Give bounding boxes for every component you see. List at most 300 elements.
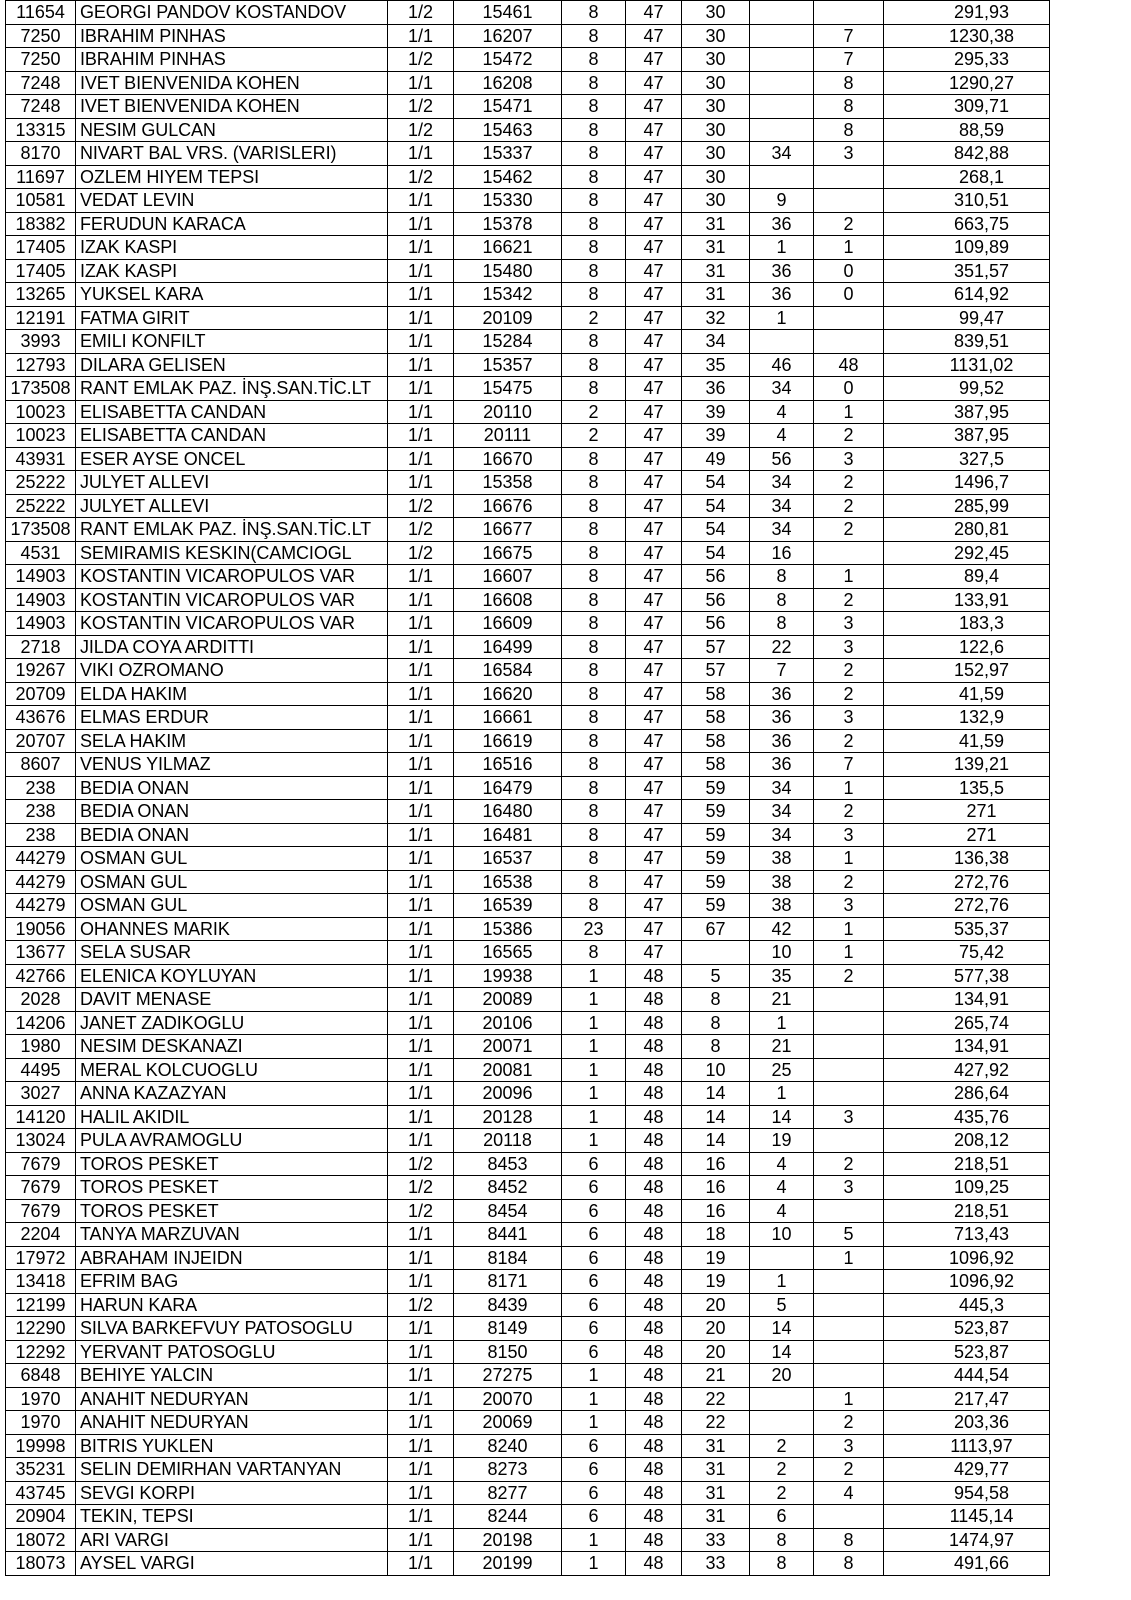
- cell-share: 1/1: [388, 635, 454, 659]
- table-row: [6, 1176, 1050, 1200]
- cell-block-b: 47: [626, 565, 682, 589]
- cell-sub-lot: 3: [814, 142, 884, 166]
- cell-lot: 34: [750, 377, 814, 401]
- cell-share: 1/1: [388, 1387, 454, 1411]
- cell-owner-name: RANT EMLAK PAZ. İNŞ.SAN.TİC.LT: [76, 518, 388, 542]
- cell-record-no: 16539: [454, 894, 562, 918]
- table-row: [6, 24, 1050, 48]
- cell-share: 1/1: [388, 706, 454, 730]
- cell-parcel: 31: [682, 259, 750, 283]
- cell-record-no: 20096: [454, 1082, 562, 1106]
- cell-lot: 34: [750, 494, 814, 518]
- cell-owner-name: JANET ZADIKOGLU: [76, 1011, 388, 1035]
- cell-sub-lot: [814, 1317, 884, 1341]
- cell-sub-lot: [814, 1293, 884, 1317]
- cell-share: 1/1: [388, 753, 454, 777]
- table-row: [6, 1505, 1050, 1529]
- table-row: [6, 494, 1050, 518]
- cell-block-b: 48: [626, 1364, 682, 1388]
- cell-parcel: 34: [682, 330, 750, 354]
- cell-amount: 217,47: [884, 1387, 1050, 1411]
- cell-block-a: 8: [562, 353, 626, 377]
- cell-amount: 1474,97: [884, 1528, 1050, 1552]
- cell-sub-lot: [814, 1082, 884, 1106]
- cell-record-no: 16479: [454, 776, 562, 800]
- cell-block-b: 47: [626, 800, 682, 824]
- cell-parcel: 58: [682, 753, 750, 777]
- cell-sub-lot: 8: [814, 95, 884, 119]
- cell-record-no: 16670: [454, 447, 562, 471]
- cell-share: 1/1: [388, 353, 454, 377]
- cell-parcel: 31: [682, 1505, 750, 1529]
- cell-amount: 535,37: [884, 917, 1050, 941]
- table-row: [6, 541, 1050, 565]
- table-row: [6, 729, 1050, 753]
- table-row: [6, 847, 1050, 871]
- cell-sub-lot: [814, 988, 884, 1012]
- cell-block-a: 6: [562, 1434, 626, 1458]
- table-row: [6, 400, 1050, 424]
- cell-amount: 89,4: [884, 565, 1050, 589]
- cell-record-no: 20128: [454, 1105, 562, 1129]
- cell-record-no: 16480: [454, 800, 562, 824]
- cell-block-b: 47: [626, 377, 682, 401]
- table-row: [6, 917, 1050, 941]
- cell-block-b: 47: [626, 588, 682, 612]
- cell-owner-id: 11697: [6, 165, 76, 189]
- cell-owner-id: 7250: [6, 24, 76, 48]
- cell-lot: 10: [750, 1223, 814, 1247]
- cell-block-b: 47: [626, 424, 682, 448]
- table-row: [6, 800, 1050, 824]
- cell-amount: 427,92: [884, 1058, 1050, 1082]
- table-row: [6, 471, 1050, 495]
- cell-share: 1/1: [388, 236, 454, 260]
- cell-block-b: 47: [626, 95, 682, 119]
- cell-sub-lot: [814, 1058, 884, 1082]
- cell-sub-lot: [814, 1129, 884, 1153]
- table-row: [6, 1035, 1050, 1059]
- cell-parcel: 54: [682, 494, 750, 518]
- cell-amount: 445,3: [884, 1293, 1050, 1317]
- cell-lot: 14: [750, 1317, 814, 1341]
- cell-block-b: 48: [626, 1199, 682, 1223]
- cell-block-b: 48: [626, 1528, 682, 1552]
- cell-amount: 387,95: [884, 424, 1050, 448]
- cell-block-a: 8: [562, 118, 626, 142]
- cell-record-no: 16481: [454, 823, 562, 847]
- cell-block-b: 47: [626, 917, 682, 941]
- cell-owner-id: 14120: [6, 1105, 76, 1129]
- cell-amount: 99,52: [884, 377, 1050, 401]
- cell-share: 1/1: [388, 1058, 454, 1082]
- cell-block-a: 8: [562, 682, 626, 706]
- cell-block-b: 47: [626, 353, 682, 377]
- cell-block-b: 47: [626, 706, 682, 730]
- cell-share: 1/1: [388, 988, 454, 1012]
- cell-block-a: 6: [562, 1176, 626, 1200]
- cell-parcel: 36: [682, 377, 750, 401]
- cell-sub-lot: 8: [814, 71, 884, 95]
- table-row: [6, 1223, 1050, 1247]
- cell-owner-name: VIKI OZROMANO: [76, 659, 388, 683]
- cell-share: 1/1: [388, 1505, 454, 1529]
- cell-parcel: 14: [682, 1082, 750, 1106]
- cell-owner-name: SEVGI KORPI: [76, 1481, 388, 1505]
- cell-share: 1/1: [388, 1035, 454, 1059]
- cell-lot: 8: [750, 1552, 814, 1576]
- cell-lot: 36: [750, 283, 814, 307]
- cell-owner-id: 12199: [6, 1293, 76, 1317]
- cell-block-b: 47: [626, 847, 682, 871]
- cell-lot: 19: [750, 1129, 814, 1153]
- cell-amount: 713,43: [884, 1223, 1050, 1247]
- cell-share: 1/1: [388, 71, 454, 95]
- cell-block-b: 47: [626, 471, 682, 495]
- cell-parcel: 31: [682, 283, 750, 307]
- cell-block-a: 8: [562, 259, 626, 283]
- cell-share: 1/1: [388, 1246, 454, 1270]
- cell-record-no: 20071: [454, 1035, 562, 1059]
- cell-owner-name: ARI VARGI: [76, 1528, 388, 1552]
- cell-sub-lot: 3: [814, 1176, 884, 1200]
- cell-record-no: 16207: [454, 24, 562, 48]
- cell-block-b: 47: [626, 48, 682, 72]
- cell-block-b: 47: [626, 259, 682, 283]
- cell-owner-name: SELA HAKIM: [76, 729, 388, 753]
- cell-sub-lot: [814, 1364, 884, 1388]
- cell-sub-lot: 1: [814, 1387, 884, 1411]
- cell-parcel: 22: [682, 1387, 750, 1411]
- cell-share: 1/1: [388, 565, 454, 589]
- table-row: [6, 1411, 1050, 1435]
- cell-block-a: 8: [562, 330, 626, 354]
- cell-parcel: [682, 941, 750, 965]
- cell-block-b: 47: [626, 612, 682, 636]
- cell-block-a: 8: [562, 729, 626, 753]
- cell-parcel: 30: [682, 118, 750, 142]
- cell-owner-name: OSMAN GUL: [76, 894, 388, 918]
- cell-record-no: 20081: [454, 1058, 562, 1082]
- cell-parcel: 58: [682, 729, 750, 753]
- cell-amount: 429,77: [884, 1458, 1050, 1482]
- cell-owner-id: 44279: [6, 870, 76, 894]
- cell-amount: 99,47: [884, 306, 1050, 330]
- cell-record-no: 16661: [454, 706, 562, 730]
- cell-lot: 4: [750, 1152, 814, 1176]
- cell-lot: 1: [750, 306, 814, 330]
- cell-share: 1/1: [388, 1458, 454, 1482]
- cell-owner-name: YUKSEL KARA: [76, 283, 388, 307]
- cell-owner-name: ELMAS ERDUR: [76, 706, 388, 730]
- cell-block-b: 48: [626, 1011, 682, 1035]
- cell-amount: 444,54: [884, 1364, 1050, 1388]
- cell-sub-lot: 3: [814, 706, 884, 730]
- cell-share: 1/1: [388, 212, 454, 236]
- cell-share: 1/1: [388, 1317, 454, 1341]
- cell-parcel: 54: [682, 471, 750, 495]
- cell-parcel: 20: [682, 1340, 750, 1364]
- table-row: [6, 1434, 1050, 1458]
- cell-owner-name: EFRIM BAG: [76, 1270, 388, 1294]
- cell-lot: 9: [750, 189, 814, 213]
- cell-record-no: 15358: [454, 471, 562, 495]
- cell-parcel: 16: [682, 1199, 750, 1223]
- cell-amount: 268,1: [884, 165, 1050, 189]
- cell-block-a: 8: [562, 471, 626, 495]
- cell-sub-lot: 1: [814, 236, 884, 260]
- cell-owner-name: JULYET ALLEVI: [76, 494, 388, 518]
- cell-block-b: 48: [626, 1458, 682, 1482]
- cell-block-b: 47: [626, 494, 682, 518]
- cell-share: 1/1: [388, 659, 454, 683]
- cell-amount: 1290,27: [884, 71, 1050, 95]
- cell-share: 1/1: [388, 189, 454, 213]
- cell-parcel: 14: [682, 1129, 750, 1153]
- cell-record-no: 20069: [454, 1411, 562, 1435]
- cell-record-no: 15337: [454, 142, 562, 166]
- cell-owner-name: SELA SUSAR: [76, 941, 388, 965]
- cell-owner-name: ELISABETTA CANDAN: [76, 424, 388, 448]
- table-row: [6, 330, 1050, 354]
- cell-parcel: 54: [682, 541, 750, 565]
- cell-sub-lot: 3: [814, 894, 884, 918]
- cell-lot: 36: [750, 259, 814, 283]
- cell-lot: 1: [750, 236, 814, 260]
- cell-lot: 20: [750, 1364, 814, 1388]
- cell-record-no: 16208: [454, 71, 562, 95]
- cell-parcel: 33: [682, 1528, 750, 1552]
- cell-block-a: 2: [562, 306, 626, 330]
- cell-block-a: 6: [562, 1199, 626, 1223]
- cell-block-a: 8: [562, 941, 626, 965]
- cell-owner-id: 238: [6, 823, 76, 847]
- cell-block-b: 48: [626, 1293, 682, 1317]
- cell-block-a: 8: [562, 518, 626, 542]
- cell-sub-lot: [814, 541, 884, 565]
- cell-owner-name: NIVART BAL VRS. (VARISLERI): [76, 142, 388, 166]
- cell-sub-lot: 3: [814, 823, 884, 847]
- cell-sub-lot: 8: [814, 118, 884, 142]
- cell-amount: 133,91: [884, 588, 1050, 612]
- cell-lot: 14: [750, 1340, 814, 1364]
- cell-share: 1/1: [388, 612, 454, 636]
- cell-owner-id: 173508: [6, 377, 76, 401]
- cell-owner-name: YERVANT PATOSOGLU: [76, 1340, 388, 1364]
- cell-owner-id: 1980: [6, 1035, 76, 1059]
- cell-block-a: 6: [562, 1317, 626, 1341]
- cell-record-no: 8150: [454, 1340, 562, 1364]
- cell-amount: 1096,92: [884, 1246, 1050, 1270]
- table-row: [6, 118, 1050, 142]
- cell-sub-lot: 3: [814, 1105, 884, 1129]
- cell-share: 1/1: [388, 400, 454, 424]
- cell-sub-lot: 2: [814, 1152, 884, 1176]
- cell-sub-lot: 2: [814, 964, 884, 988]
- cell-block-a: 8: [562, 71, 626, 95]
- cell-parcel: 59: [682, 776, 750, 800]
- cell-owner-id: 14903: [6, 565, 76, 589]
- cell-owner-name: DAVIT MENASE: [76, 988, 388, 1012]
- cell-lot: 34: [750, 471, 814, 495]
- cell-record-no: 20118: [454, 1129, 562, 1153]
- cell-record-no: 15462: [454, 165, 562, 189]
- table-row: [6, 518, 1050, 542]
- cell-block-a: 8: [562, 189, 626, 213]
- cell-block-b: 48: [626, 1152, 682, 1176]
- cell-owner-name: IBRAHIM PINHAS: [76, 24, 388, 48]
- cell-amount: 327,5: [884, 447, 1050, 471]
- table-row: [6, 306, 1050, 330]
- cell-owner-id: 13024: [6, 1129, 76, 1153]
- cell-lot: 36: [750, 753, 814, 777]
- cell-owner-id: 10023: [6, 400, 76, 424]
- cell-parcel: 59: [682, 870, 750, 894]
- cell-block-a: 1: [562, 1364, 626, 1388]
- cell-record-no: 20109: [454, 306, 562, 330]
- cell-sub-lot: 7: [814, 753, 884, 777]
- cell-parcel: 56: [682, 588, 750, 612]
- cell-parcel: 31: [682, 236, 750, 260]
- cell-record-no: 15342: [454, 283, 562, 307]
- cell-lot: 8: [750, 612, 814, 636]
- cell-lot: 4: [750, 400, 814, 424]
- cell-lot: 4: [750, 424, 814, 448]
- cell-lot: 1: [750, 1270, 814, 1294]
- cell-record-no: 8454: [454, 1199, 562, 1223]
- cell-parcel: 14: [682, 1105, 750, 1129]
- cell-block-a: 6: [562, 1246, 626, 1270]
- cell-owner-id: 7248: [6, 95, 76, 119]
- cell-record-no: 8240: [454, 1434, 562, 1458]
- cell-block-b: 47: [626, 212, 682, 236]
- cell-record-no: 16619: [454, 729, 562, 753]
- cell-block-b: 47: [626, 118, 682, 142]
- cell-owner-id: 7679: [6, 1152, 76, 1176]
- cell-sub-lot: 48: [814, 353, 884, 377]
- cell-owner-name: TOROS PESKET: [76, 1152, 388, 1176]
- cell-block-a: 8: [562, 283, 626, 307]
- cell-lot: [750, 48, 814, 72]
- cell-owner-name: TANYA MARZUVAN: [76, 1223, 388, 1247]
- cell-block-b: 47: [626, 71, 682, 95]
- cell-owner-id: 1970: [6, 1387, 76, 1411]
- cell-parcel: 39: [682, 400, 750, 424]
- cell-lot: 21: [750, 1035, 814, 1059]
- cell-block-b: 48: [626, 1270, 682, 1294]
- cell-lot: 1: [750, 1011, 814, 1035]
- cell-sub-lot: 3: [814, 612, 884, 636]
- cell-owner-name: DILARA GELISEN: [76, 353, 388, 377]
- cell-block-a: 8: [562, 753, 626, 777]
- cell-block-a: 8: [562, 776, 626, 800]
- cell-amount: 285,99: [884, 494, 1050, 518]
- cell-owner-id: 7679: [6, 1199, 76, 1223]
- cell-record-no: 20110: [454, 400, 562, 424]
- cell-record-no: 20198: [454, 1528, 562, 1552]
- cell-sub-lot: [814, 1340, 884, 1364]
- cell-lot: 38: [750, 870, 814, 894]
- cell-record-no: 27275: [454, 1364, 562, 1388]
- cell-amount: 208,12: [884, 1129, 1050, 1153]
- table-row: [6, 353, 1050, 377]
- cell-parcel: 16: [682, 1176, 750, 1200]
- cell-block-a: 8: [562, 823, 626, 847]
- cell-share: 1/1: [388, 24, 454, 48]
- cell-sub-lot: 1: [814, 565, 884, 589]
- cell-owner-name: HARUN KARA: [76, 1293, 388, 1317]
- cell-lot: 6: [750, 1505, 814, 1529]
- cell-owner-name: EMILI KONFILT: [76, 330, 388, 354]
- table-row: [6, 588, 1050, 612]
- cell-owner-id: 42766: [6, 964, 76, 988]
- cell-lot: [750, 71, 814, 95]
- cell-lot: [750, 1, 814, 25]
- cell-lot: 34: [750, 776, 814, 800]
- cell-record-no: 15386: [454, 917, 562, 941]
- cell-share: 1/2: [388, 541, 454, 565]
- table-row: [6, 565, 1050, 589]
- table-row: [6, 988, 1050, 1012]
- cell-lot: 5: [750, 1293, 814, 1317]
- cell-amount: 523,87: [884, 1317, 1050, 1341]
- cell-share: 1/2: [388, 1176, 454, 1200]
- cell-parcel: 30: [682, 1, 750, 25]
- cell-parcel: 30: [682, 165, 750, 189]
- cell-lot: [750, 330, 814, 354]
- table-row: [6, 377, 1050, 401]
- cell-lot: [750, 24, 814, 48]
- cell-lot: 4: [750, 1176, 814, 1200]
- cell-amount: 271: [884, 823, 1050, 847]
- cell-block-b: 48: [626, 964, 682, 988]
- cell-lot: 35: [750, 964, 814, 988]
- cell-record-no: 15461: [454, 1, 562, 25]
- cell-block-a: 1: [562, 1105, 626, 1129]
- cell-amount: 134,91: [884, 988, 1050, 1012]
- cell-lot: 22: [750, 635, 814, 659]
- cell-sub-lot: 0: [814, 283, 884, 307]
- cell-record-no: 8184: [454, 1246, 562, 1270]
- cell-owner-name: ESER AYSE ONCEL: [76, 447, 388, 471]
- cell-record-no: 15475: [454, 377, 562, 401]
- cell-owner-name: BEHIYE YALCIN: [76, 1364, 388, 1388]
- cell-record-no: 16584: [454, 659, 562, 683]
- cell-sub-lot: 5: [814, 1223, 884, 1247]
- cell-parcel: 32: [682, 306, 750, 330]
- cell-block-b: 47: [626, 447, 682, 471]
- table-row: [6, 1270, 1050, 1294]
- cell-block-a: 1: [562, 988, 626, 1012]
- cell-owner-name: IZAK KASPI: [76, 259, 388, 283]
- cell-amount: 136,38: [884, 847, 1050, 871]
- cell-block-a: 8: [562, 447, 626, 471]
- table-row: [6, 1552, 1050, 1576]
- cell-lot: [750, 1387, 814, 1411]
- table-row: [6, 941, 1050, 965]
- table-row: [6, 259, 1050, 283]
- table-row: [6, 1340, 1050, 1364]
- cell-record-no: 16609: [454, 612, 562, 636]
- cell-amount: 954,58: [884, 1481, 1050, 1505]
- cell-block-b: 48: [626, 1058, 682, 1082]
- cell-block-a: 8: [562, 48, 626, 72]
- cell-record-no: 16499: [454, 635, 562, 659]
- cell-record-no: 15480: [454, 259, 562, 283]
- cell-sub-lot: 0: [814, 259, 884, 283]
- cell-owner-name: IVET BIENVENIDA KOHEN: [76, 71, 388, 95]
- cell-sub-lot: 7: [814, 48, 884, 72]
